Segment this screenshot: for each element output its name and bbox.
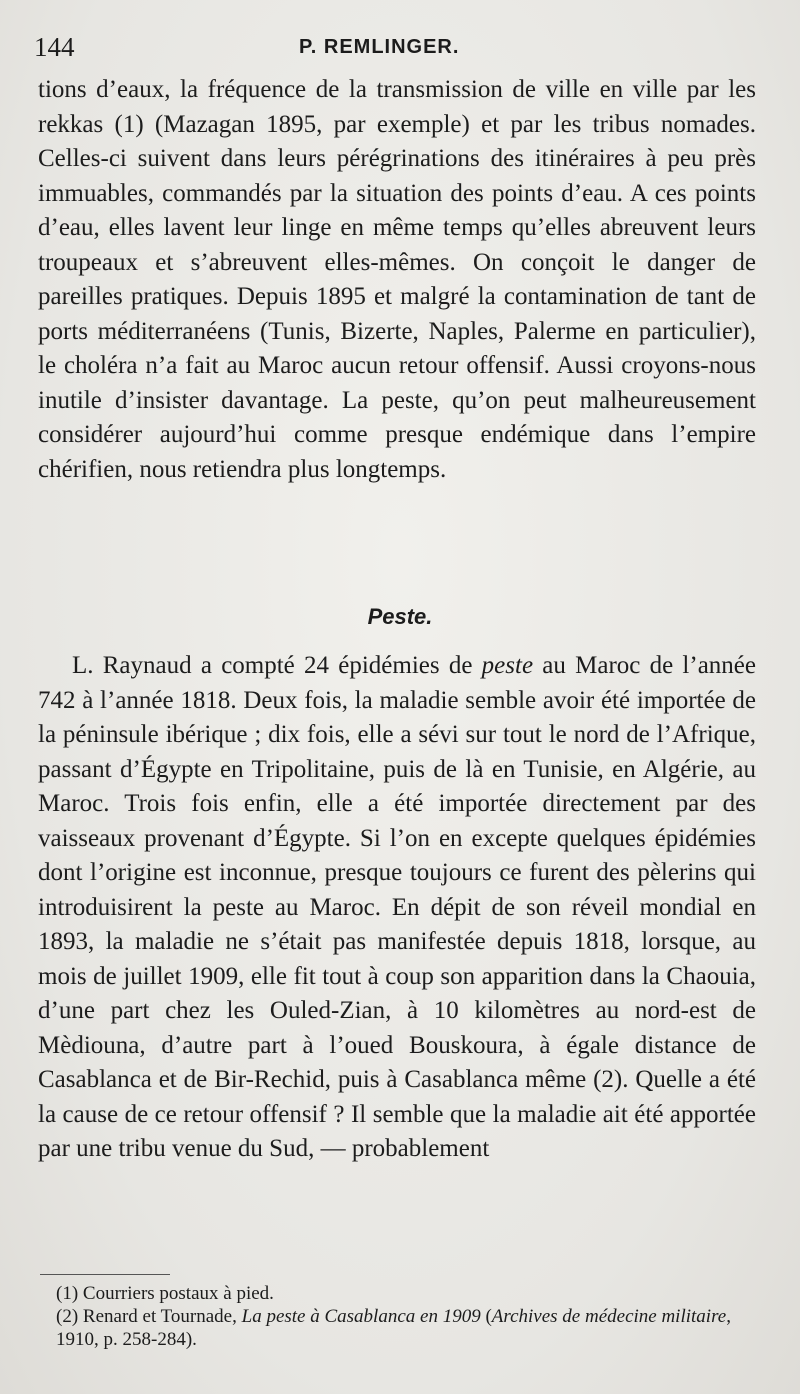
page-header — [34, 32, 754, 68]
footnotes — [56, 1282, 762, 1351]
paragraph: tions d’eaux, la fréquence de la transmission de ville en ville par les rekkas (1) (Mazagan 1895, par exemple) et par les tribus nomades. Celles-ci suivent dans leurs pérégrinations des itinéraires à peu près immuables, commandés par la situation des points d’eau. A ces points d’eau, elles lavent leur linge en même temps qu’elles abreuvent leurs troupeaux et s’abreuvent elles-mêmes. On conçoit le danger de pareilles pratiques. Depuis 1895 et malgré la contamination de tant de ports méditerranéens (Tunis, Bizerte, Naples, Palerme en particulier), le choléra n’a fait au Maroc aucun retour offensif. Aussi croyons-nous inutile d’insister davantage. La peste, qu’on peut malheureusement considérer aujourd’hui comme presque endémique dans l’empire chérifien, nous retiendra plus longtemps. — [38, 76, 756, 483]
text-run: L. Raynaud a compté 24 épidémies de — [72, 652, 482, 679]
body-text-section — [38, 649, 756, 1167]
page-number: 144 — [34, 32, 75, 62]
section-title: Peste. — [367, 604, 433, 629]
body-text-top — [38, 73, 756, 487]
footnote-1: (1) Courriers postaux à pied. — [56, 1283, 274, 1304]
running-head: P. REMLINGER. — [299, 36, 460, 58]
text-run: , 1910, p. 258-284). — [56, 1306, 731, 1350]
text-run: (2) Renard et Tournade, — [56, 1306, 242, 1327]
footnote-2 — [56, 1305, 762, 1351]
journal-title: Archives de médecine militaire — [491, 1306, 727, 1327]
text-run: ( — [480, 1306, 492, 1327]
italic-word: peste — [481, 652, 534, 679]
paragraph — [38, 649, 756, 1167]
footnote-rule — [40, 1274, 170, 1275]
text-run: au Maroc de l’année 742 à l’année 1818. Deux fois, la maladie semble avoir été importée de la péninsule ibérique ; dix fois, elle a sévi sur tout le nord de l’Afrique, passant d’Égypte en Tripolitaine, puis de là en Tunisie, en Algérie, au Maroc. Trois fois enfin, elle a été importée directement par des vaisseaux provenant d’Égypte. Si l’on en excepte quelques épidémies dont l’origine est inconnue, presque toujours ce furent des pèlerins qui introduisirent la peste au Maroc. En dépit de son réveil mondial en 1893, la maladie ne s’était pas manifestée depuis 1818, lorsque, au mois de juillet 1909, elle fit tout à coup son apparition dans la Chaouia, d’une part chez les Ouled-Zian, à 10 kilomètres au nord-est de Mèdiouna, d’autre part à l’oued Bouskoura, à égale distance de Casablanca et de Bir-Rechid, puis à Casablanca même (2). Quelle a été la cause de ce retour offensif ? Il semble que la maladie ait été apportée par une tribu venue du Sud, — probablement — [38, 652, 756, 1162]
cited-title: La peste à Casablanca en 1909 — [241, 1306, 481, 1327]
